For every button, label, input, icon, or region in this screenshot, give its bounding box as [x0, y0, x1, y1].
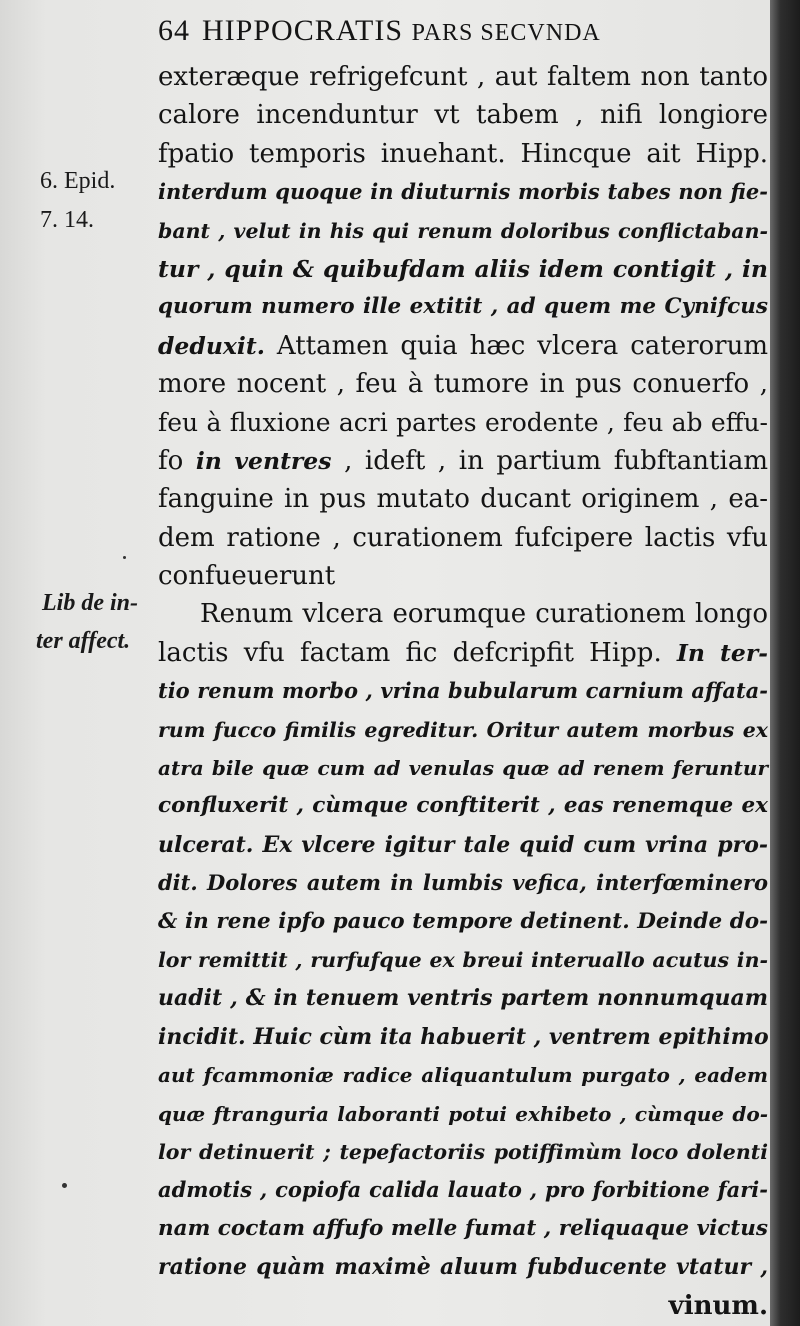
- roman-segment: fo: [158, 445, 196, 476]
- margin-note-epid: 6. Epid.: [40, 168, 116, 194]
- text-line: quæ ftranguria laboranti potui exhibeto , cùmque do-: [158, 1101, 768, 1126]
- text-line: lor remittit , rurfufque ex breui interuallo acutus in-: [158, 947, 768, 972]
- text-line: confluxerit , cùmque conftiterit , eas renemque ex: [158, 793, 768, 819]
- italic-segment: In ter-: [661, 638, 768, 667]
- text-line: aut fcammoniæ radice aliquantulum purgato , eadem: [158, 1063, 768, 1088]
- text-line: admotis , copiofa calida lauato , pro forbitione fari-: [158, 1177, 768, 1203]
- running-header: [158, 14, 768, 48]
- text-line: ratione quàm maximè aluum fubducente vtatur ,: [158, 1254, 768, 1281]
- text-line: lor detinuerit ; tepefactoriis potiffimùm loco dolenti: [158, 1139, 768, 1164]
- body-text: [158, 58, 768, 1325]
- text-line: interdum quoque in diuturnis morbis tabes non fie-: [158, 179, 768, 205]
- text-line: Renum vlcera eorumque curationem longo: [200, 599, 768, 630]
- text-line: [158, 442, 768, 480]
- text-line: nam coctam affufo melle fumat , reliquaque victus: [158, 1215, 768, 1241]
- text-line: dem ratione , curationem fufcipere lactis vfu: [158, 522, 768, 553]
- roman-segment: lactis vfu factam fic defcripfit Hipp.: [158, 637, 662, 668]
- text-line: [158, 327, 768, 365]
- text-line: exteræque refrigefcunt , aut faltem non tanto: [158, 62, 768, 92]
- text-line: incidit. Huic cùm ita habuerit , ventrem epithimo: [158, 1023, 769, 1050]
- roman-segment: Attamen quia hæc vlcera caterorum: [264, 330, 768, 361]
- page-edge-shadow: [770, 0, 800, 1326]
- margin-note-affect: ter affect.: [36, 628, 131, 654]
- text-line: dit. Dolores autem in lumbis vefica, interfœminero: [158, 870, 768, 896]
- text-line: uadit , & in tenuem ventris partem nonnumquam: [158, 985, 768, 1012]
- text-line: [158, 634, 768, 672]
- text-line: atra bile quæ cum ad venulas quæ ad renem feruntur: [158, 756, 768, 781]
- text-line: calore incenduntur vt tabem , nifi longiore: [158, 100, 768, 131]
- text-line: bant , velut in his qui renum doloribus conflictaban-: [158, 218, 768, 243]
- margin-note-ref: 7. 14.: [40, 207, 94, 233]
- ink-speck: [123, 556, 126, 559]
- text-line: confueuerunt: [158, 561, 336, 592]
- italic-segment: in ventres: [195, 446, 332, 475]
- page-number: 64: [158, 14, 190, 47]
- header-title-hippocratis: HIPPOCRATIS: [202, 14, 404, 47]
- text-line: tur , quin & quibufdam aliis idem contigit , in: [158, 254, 768, 283]
- text-line: quorum numero ille extitit , ad quem me Cynifcus: [158, 294, 768, 320]
- text-line: rum fucco fimilis egreditur. Oritur autem morbus ex: [158, 717, 768, 742]
- text-line: feu à fluxione acri partes erodente , feu ab effu-: [158, 407, 768, 437]
- ink-speck: [62, 1183, 67, 1188]
- text-line: tio renum morbo , vrina bubularum carnium affata-: [158, 678, 768, 704]
- text-line: & in rene ipfo pauco tempore detinent. Deinde do-: [158, 908, 768, 934]
- text-line: more nocent , feu à tumore in pus conuerfo ,: [158, 369, 768, 400]
- margin-note-lib: Lib de in-: [42, 590, 138, 616]
- text-line: ulcerat. Ex vlcere igitur tale quid cum vrina pro-: [158, 831, 768, 858]
- italic-segment: deduxit.: [158, 331, 265, 360]
- catchword: vinum.: [668, 1290, 768, 1321]
- header-title-pars-secunda: PARS SECVNDA: [411, 20, 601, 46]
- text-line: fpatio temporis inuehant. Hincque ait Hipp.: [158, 138, 768, 169]
- text-line: fanguine in pus mutato ducant originem , ea-: [158, 484, 768, 515]
- roman-segment: , ideft , in partium fubftantiam: [331, 445, 768, 476]
